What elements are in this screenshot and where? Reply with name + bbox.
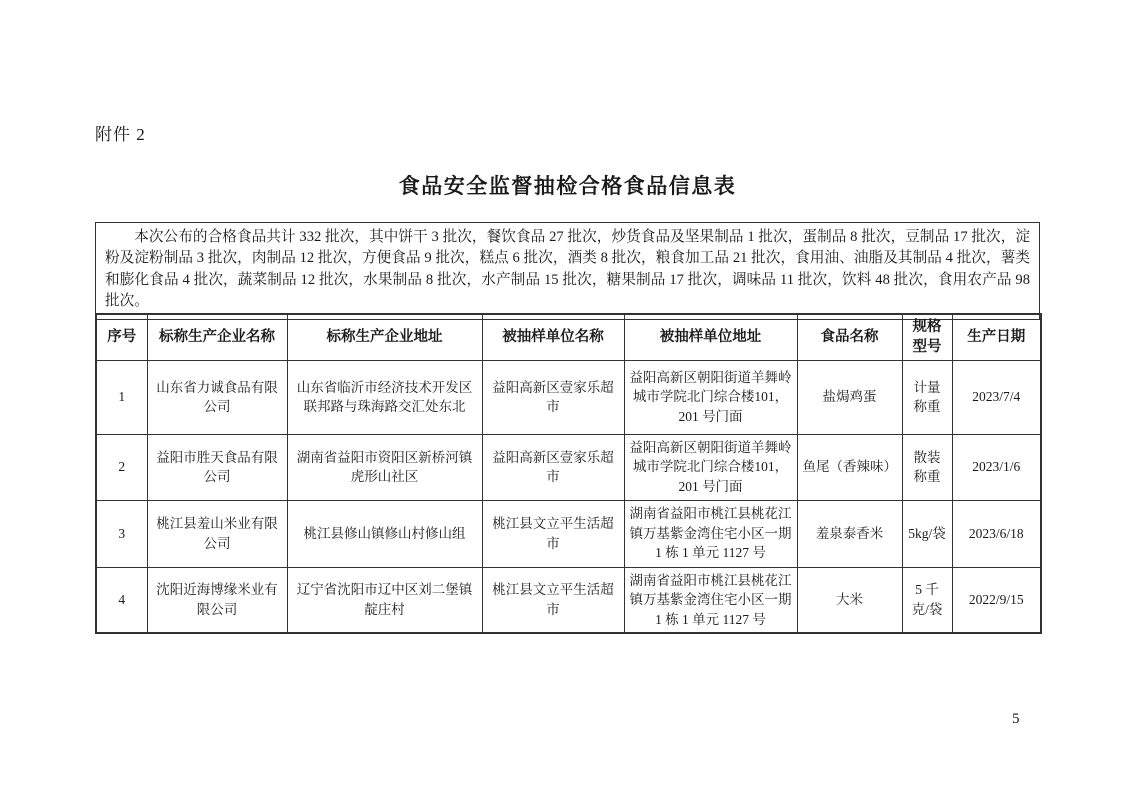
cell-production-date: 2023/1/6 <box>952 434 1041 500</box>
cell-producer: 益阳市胜天食品有限公司 <box>147 434 287 500</box>
cell-producer-address: 桃江县修山镇修山村修山组 <box>287 500 482 567</box>
cell-producer-address: 湖南省益阳市资阳区新桥河镇虎形山社区 <box>287 434 482 500</box>
cell-food-name: 大米 <box>797 567 902 633</box>
cell-sampled-unit-address: 益阳高新区朝阳街道羊舞岭城市学院北门综合楼101，201 号门面 <box>624 434 797 500</box>
cell-producer: 山东省力诚食品有限公司 <box>147 360 287 434</box>
attachment-label: 附件 2 <box>95 125 146 144</box>
cell-producer: 沈阳近海博缘米业有限公司 <box>147 567 287 633</box>
column-header-food-name: 食品名称 <box>797 314 902 360</box>
column-header-sampled-unit: 被抽样单位名称 <box>482 314 624 360</box>
cell-sampled-unit: 益阳高新区壹家乐超市 <box>482 360 624 434</box>
column-header-spec: 规格型号 <box>902 314 952 360</box>
cell-sampled-unit: 桃江县文立平生活超市 <box>482 500 624 567</box>
cell-sampled-unit-address: 益阳高新区朝阳街道羊舞岭城市学院北门综合楼101，201 号门面 <box>624 360 797 434</box>
intro-text: 本次公布的合格食品共计 332 批次，其中饼干 3 批次，餐饮食品 27 批次，炒货食品及坚果制品 1 批次，蛋制品 8 批次，豆制品 17 批次，淀粉及淀粉制品 3 批次，肉制品 12 批次，方便食品 9 批次，糕点 6 批次，酒类 8 批次，粮食加工品 21 批次，食用油、油脂及其制品 4 批次，薯类和膨化食品 4 批次，蔬菜制品 12 批次，水果制品 8 批次，水产制品 15 批次，糖果制品 17 批次，调味品 11 批次，饮料 48 批次，食用农产品 98 批次。 <box>105 229 1030 310</box>
cell-sampled-unit: 桃江县文立平生活超市 <box>482 567 624 633</box>
cell-food-name: 羞泉泰香米 <box>797 500 902 567</box>
cell-seq: 4 <box>96 567 147 633</box>
cell-food-name: 鱼尾（香辣味） <box>797 434 902 500</box>
cell-sampled-unit-address: 湖南省益阳市桃江县桃花江镇万基紫金湾住宅小区一期 1 栋 1 单元 1127 号 <box>624 500 797 567</box>
cell-sampled-unit: 益阳高新区壹家乐超市 <box>482 434 624 500</box>
cell-seq: 1 <box>96 360 147 434</box>
cell-seq: 3 <box>96 500 147 567</box>
table-header-row <box>96 314 1041 360</box>
cell-producer-address: 山东省临沂市经济技术开发区联邦路与珠海路交汇处东北 <box>287 360 482 434</box>
cell-production-date: 2023/7/4 <box>952 360 1041 434</box>
cell-producer-address: 辽宁省沈阳市辽中区刘二堡镇靛庄村 <box>287 567 482 633</box>
cell-food-name: 盐焗鸡蛋 <box>797 360 902 434</box>
cell-spec: 5 千克/袋 <box>902 567 952 633</box>
page-number: 5 <box>1012 711 1020 727</box>
column-header-sampled-unit-address: 被抽样单位地址 <box>624 314 797 360</box>
cell-seq: 2 <box>96 434 147 500</box>
intro-box <box>95 222 1040 320</box>
food-info-table <box>95 313 1042 634</box>
table-row <box>96 500 1041 567</box>
cell-spec: 5kg/袋 <box>902 500 952 567</box>
table-row <box>96 434 1041 500</box>
column-header-producer-address: 标称生产企业地址 <box>287 314 482 360</box>
table-row <box>96 567 1041 633</box>
cell-spec: 散装称重 <box>902 434 952 500</box>
cell-production-date: 2022/9/15 <box>952 567 1041 633</box>
column-header-production-date: 生产日期 <box>952 314 1041 360</box>
cell-spec: 计量称重 <box>902 360 952 434</box>
table-row <box>96 360 1041 434</box>
column-header-producer: 标称生产企业名称 <box>147 314 287 360</box>
page-title: 食品安全监督抽检合格食品信息表 <box>398 174 737 198</box>
cell-producer: 桃江县羞山米业有限公司 <box>147 500 287 567</box>
cell-sampled-unit-address: 湖南省益阳市桃江县桃花江镇万基紫金湾住宅小区一期 1 栋 1 单元 1127 号 <box>624 567 797 633</box>
column-header-seq: 序号 <box>96 314 147 360</box>
cell-production-date: 2023/6/18 <box>952 500 1041 567</box>
